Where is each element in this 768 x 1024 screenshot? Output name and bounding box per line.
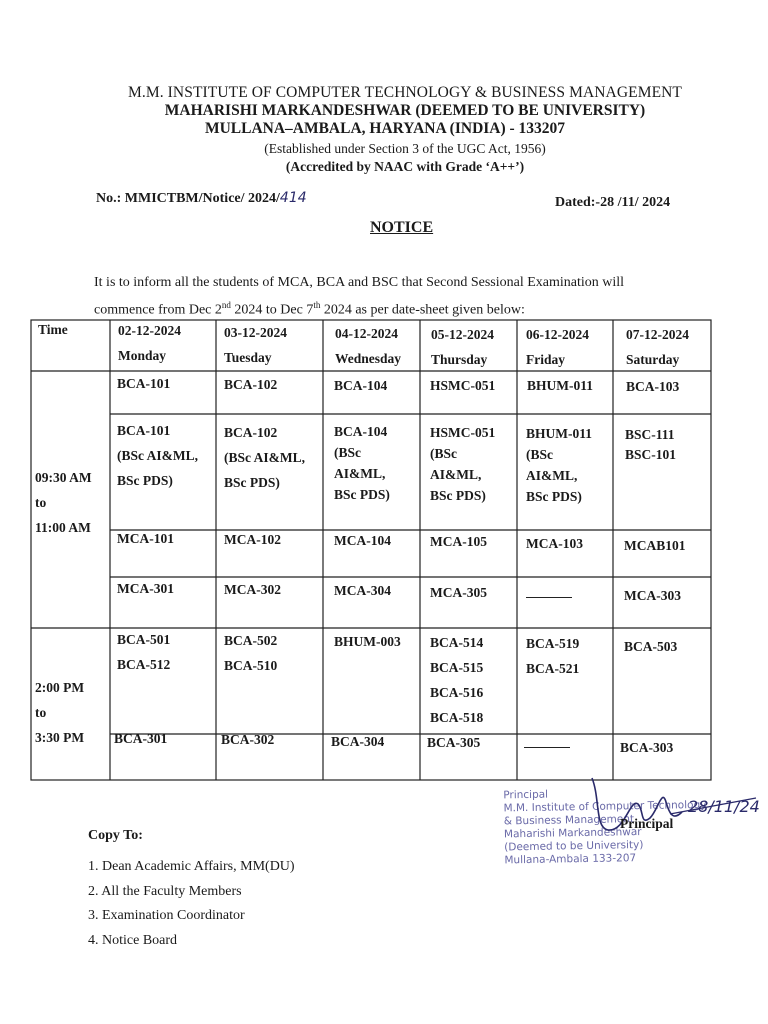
table-cell: MCA-101 [117, 531, 174, 546]
page-title: NOTICE [370, 219, 434, 236]
table-cell: BCA-302 [221, 732, 275, 747]
table-cell: BCA-102 [224, 377, 278, 392]
table-cell: BCA-519 BCA-521 [526, 636, 580, 676]
table-cell: HSMC-051 [430, 378, 496, 393]
list-item: 2. All the Faculty Members [88, 883, 242, 899]
signature-date: 28/11/24 [688, 797, 760, 816]
principal-label: Principal [620, 816, 674, 831]
empty-dash [526, 585, 572, 598]
table-cell: BCA-305 [427, 735, 481, 750]
table-cell: BSC-111 BSC-101 [625, 427, 677, 462]
day-header: 05-12-2024 Thursday [431, 327, 494, 367]
table-cell: MCA-102 [224, 532, 281, 547]
institute-name: M.M. INSTITUTE OF COMPUTER TECHNOLOGY & BUSINESS MANAGEMENT [127, 84, 682, 101]
table-cell: BCA-103 [626, 379, 680, 394]
table-cell-empty [524, 731, 570, 756]
list-item: 1. Dean Academic Affairs, MM(DU) [88, 859, 295, 874]
table-cell: MCAB101 [624, 538, 686, 553]
accreditation-note: (Accredited by NAAC with Grade ‘A++’) [285, 159, 525, 174]
university-name: MAHARISHI MARKANDESHWAR (DEEMED TO BE UNIVERSITY) [164, 102, 646, 119]
intro-line-1: It is to inform all the students of MCA, BCA and BSC that Second Sessional Examination will [94, 275, 625, 290]
table-cell: BCA-503 [624, 639, 678, 654]
table-cell: BHUM-011 [527, 378, 593, 393]
day-header: 02-12-2024 Monday [118, 323, 181, 363]
table-cell: BCA-101 (BSc AI&ML, BSc PDS) [117, 423, 198, 488]
day-header: 03-12-2024 Tuesday [224, 325, 287, 365]
establishment-note: (Established under Section 3 of the UGC Act, 1956) [264, 141, 546, 156]
table-cell: BHUM-003 [334, 634, 401, 649]
morning-time-slot: 09:30 AM to 11:00 AM [35, 470, 92, 535]
table-cell: BCA-501 BCA-512 [117, 632, 171, 672]
reference-handwritten-number: 414 [279, 190, 307, 206]
table-cell: MCA-303 [624, 588, 681, 603]
table-cell-empty [526, 581, 572, 606]
table-cell: BCA-304 [331, 734, 385, 749]
afternoon-time-slot: 2:00 PM to 3:30 PM [35, 680, 85, 745]
university-address: MULLANA–AMBALA, HARYANA (INDIA) - 133207 [204, 120, 566, 137]
table-cell: BCA-502 BCA-510 [224, 633, 278, 673]
table-cell: MCA-105 [430, 534, 487, 549]
notice-date: Dated:-28 /11/ 2024 [555, 195, 671, 210]
copy-to-title: Copy To: [88, 828, 143, 843]
principal-stamp: Principal M.M. Institute of Computer Technology & Business Management Maharishi Markandeshwar (Deemed to be University) Mullana-Ambala 133-207 [503, 788, 707, 867]
table-cell: BCA-101 [117, 376, 171, 391]
day-header: 07-12-2024 Saturday [626, 327, 689, 367]
table-cell: BCA-102 (BSc AI&ML, BSc PDS) [224, 425, 305, 490]
intro-paragraph [94, 272, 734, 322]
intro-line-2: commence from Dec 2nd 2024 to Dec 7th 2024 as per date-sheet given below: [94, 300, 525, 318]
table-cell: MCA-305 [430, 585, 487, 600]
list-item: 4. Notice Board [88, 932, 178, 948]
table-cell: MCA-301 [117, 581, 174, 596]
table-cell: BCA-303 [620, 740, 674, 755]
day-header: 04-12-2024 Wednesday [335, 326, 402, 366]
table-cell: BCA-301 [114, 731, 168, 746]
empty-dash [524, 735, 570, 748]
day-header: 06-12-2024 Friday [526, 327, 589, 367]
signature-scribble [570, 768, 760, 848]
table-cell: MCA-302 [224, 582, 281, 597]
copy-to-list [88, 855, 295, 953]
table-cell: MCA-104 [334, 533, 391, 548]
table-cell: BCA-104 (BSc AI&ML, BSc PDS) [334, 424, 390, 502]
table-cell: MCA-103 [526, 536, 583, 551]
table-cell: BCA-104 [334, 378, 388, 393]
table-cell: HSMC-051 (BSc AI&ML, BSc PDS) [430, 425, 496, 503]
list-item: 3. Examination Coordinator [88, 908, 245, 923]
time-header: Time [38, 322, 68, 337]
table-cell: BCA-514 BCA-515 BCA-516 BCA-518 [430, 635, 484, 725]
reference-prefix: No.: MMICTBM/Notice/ 2024/ [96, 191, 280, 206]
reference-number [96, 190, 307, 207]
table-cell: BHUM-011 (BSc AI&ML, BSc PDS) [526, 426, 592, 504]
table-cell: MCA-304 [334, 583, 391, 598]
